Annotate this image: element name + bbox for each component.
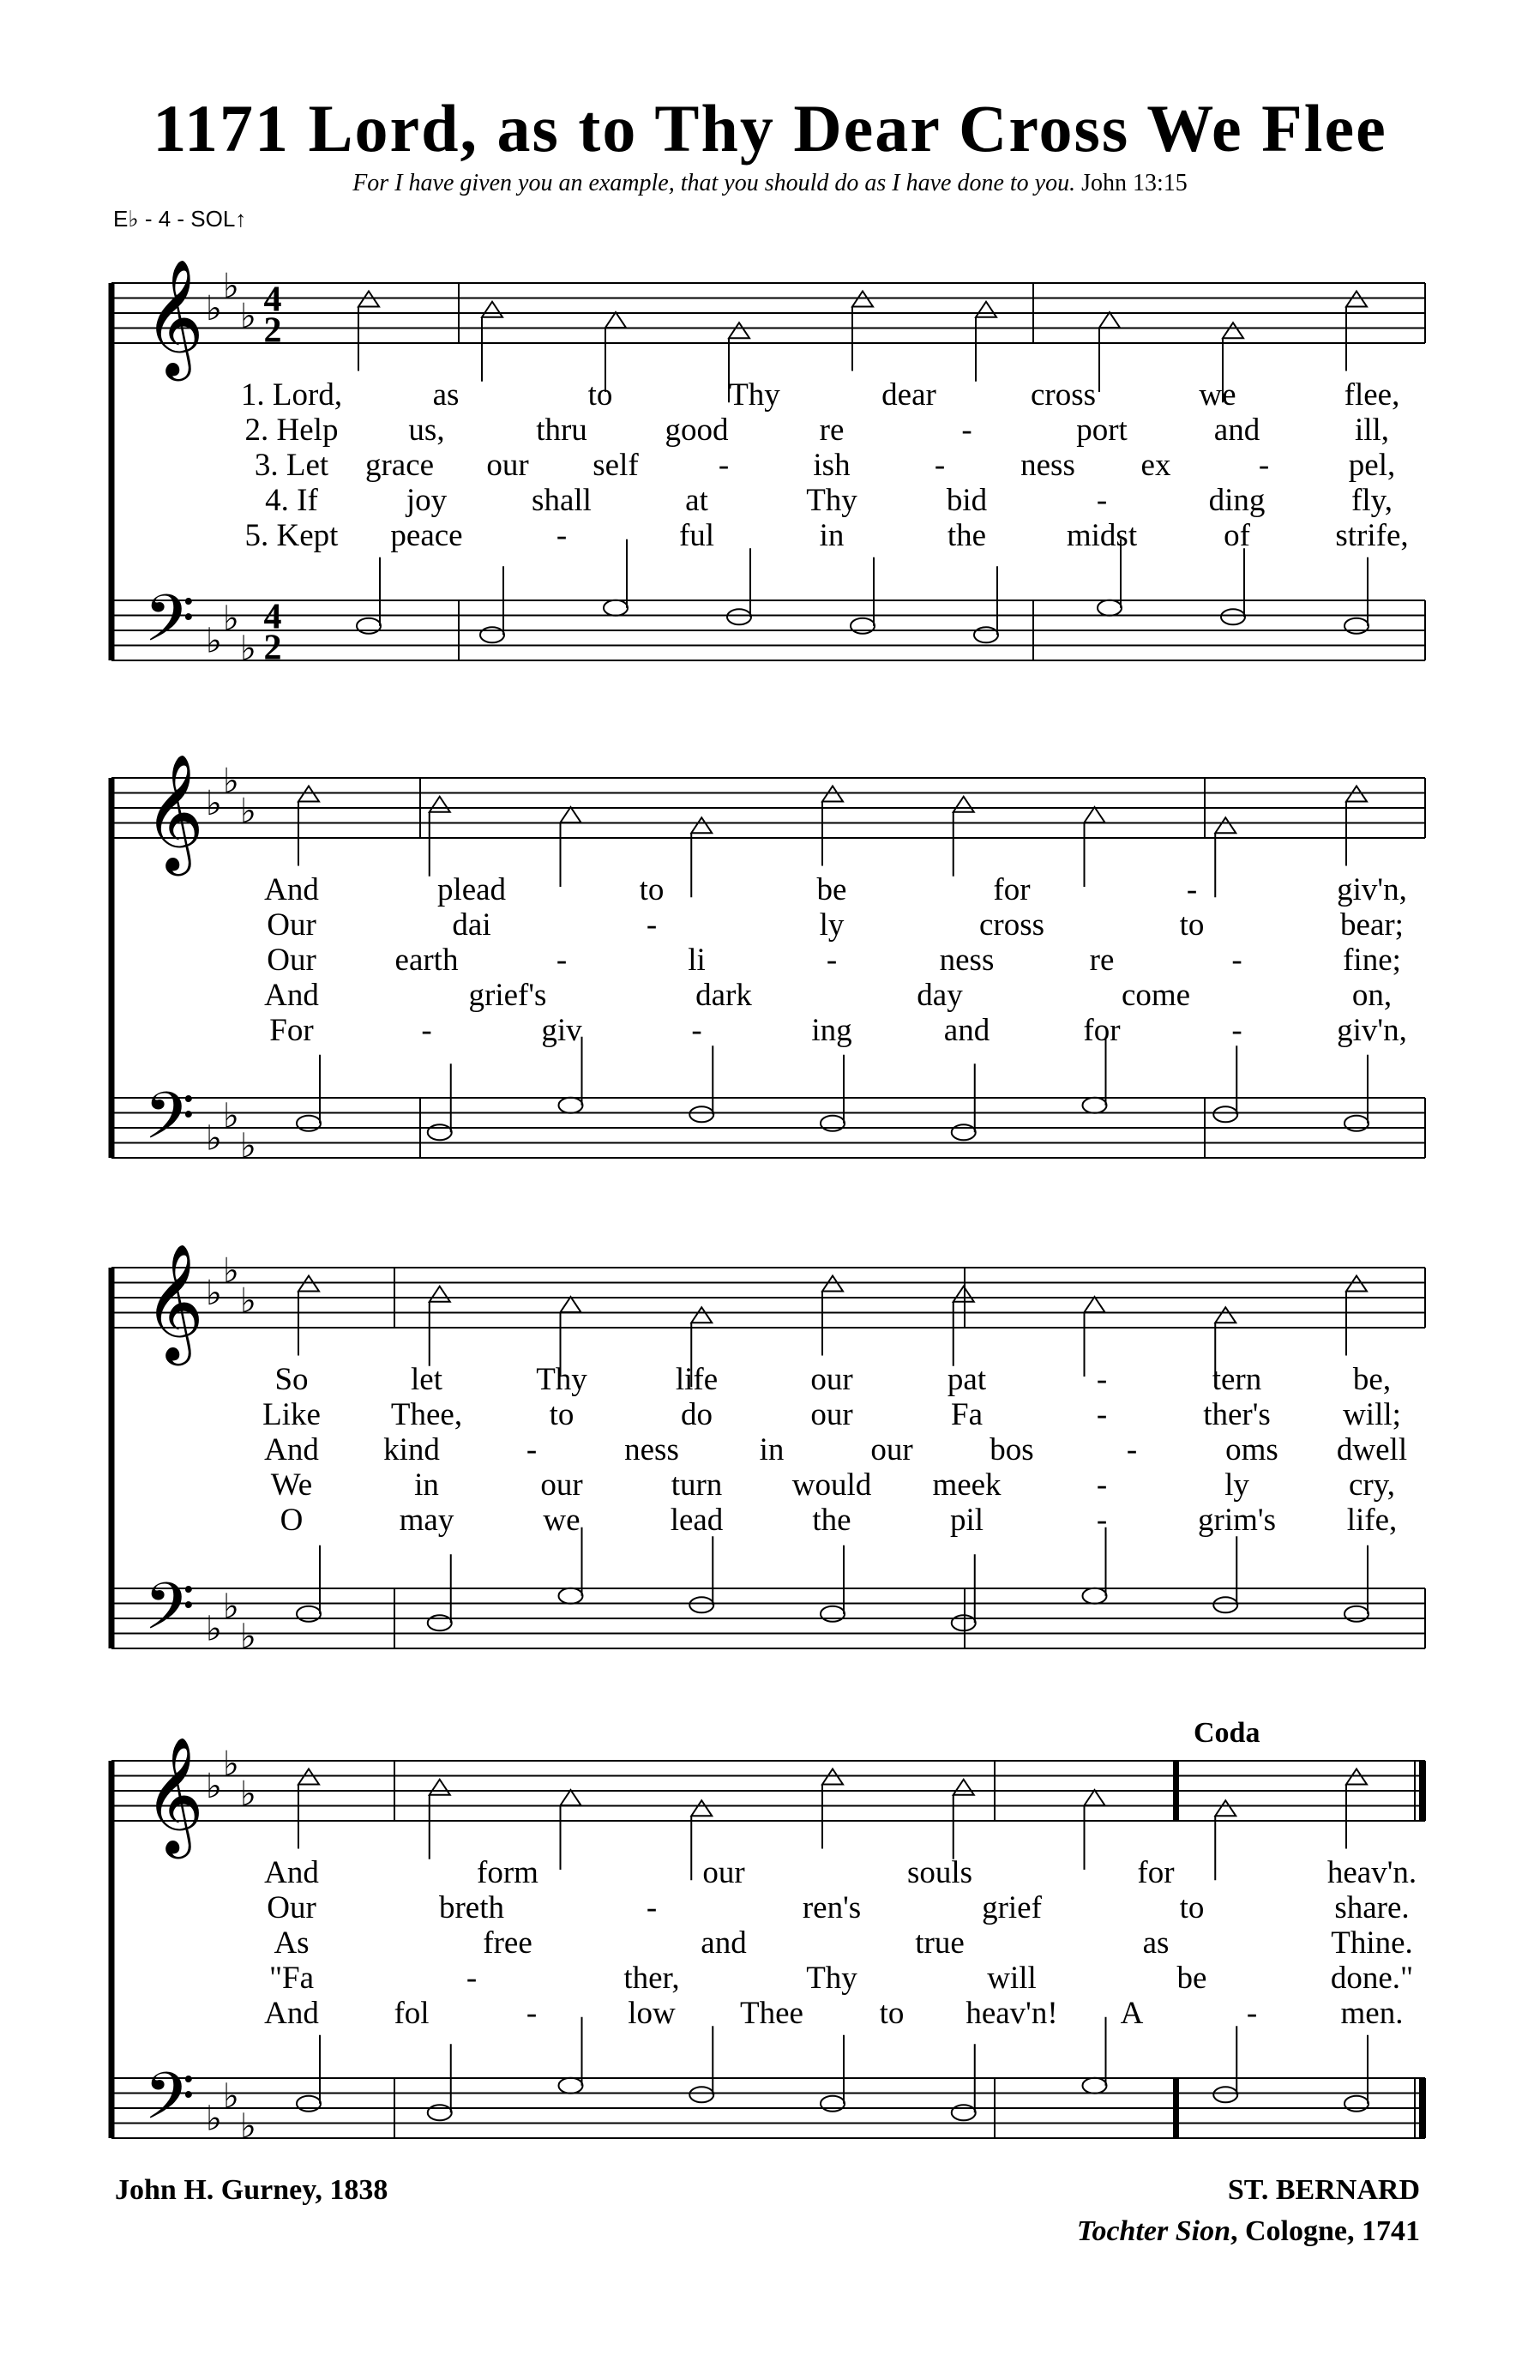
lyric-syllable: we bbox=[1199, 377, 1236, 413]
lyric-syllable: Like bbox=[262, 1397, 321, 1432]
lyric-syllable: low bbox=[628, 1996, 676, 2031]
lyric-syllable: Thine. bbox=[1331, 1925, 1413, 1961]
tune-source-title: Tochter Sion bbox=[1076, 2215, 1230, 2247]
coda-barline bbox=[1173, 1761, 1179, 1821]
lyric-syllable: ther's bbox=[1203, 1397, 1271, 1432]
lyric-syllable: So bbox=[274, 1362, 309, 1397]
lyric-syllable: may bbox=[399, 1503, 454, 1538]
coda-barline bbox=[1173, 2078, 1179, 2138]
lyric-syllable: pel, bbox=[1348, 448, 1396, 483]
lyric-syllable: our bbox=[486, 448, 529, 483]
lyric-syllable: shall bbox=[532, 483, 592, 518]
scripture-quote: For I have given you an example, that you should do as I have done to you. bbox=[352, 170, 1076, 196]
note-head bbox=[357, 618, 381, 634]
lyric-syllable: And bbox=[264, 978, 319, 1013]
note-head bbox=[1344, 618, 1369, 634]
lyric-syllable: in bbox=[759, 1432, 785, 1467]
note-head bbox=[428, 1615, 452, 1630]
lyric-syllable: cross bbox=[978, 907, 1045, 943]
lyric-syllable: ren's bbox=[802, 1890, 862, 1925]
note-head bbox=[952, 1124, 976, 1140]
lyric-syllable: our bbox=[870, 1432, 913, 1467]
note-head bbox=[974, 627, 998, 642]
flat-icon: ♭ bbox=[240, 296, 256, 336]
lyric-syllable: And bbox=[264, 872, 319, 907]
flat-icon: ♭ bbox=[206, 1609, 222, 1649]
lyric-syllable: Thy bbox=[806, 483, 857, 518]
lyric-syllable: at bbox=[685, 483, 708, 518]
lyric-syllable: dear bbox=[881, 377, 936, 413]
lyric-syllable: will bbox=[987, 1961, 1037, 1996]
flat-icon: ♭ bbox=[223, 2076, 239, 2117]
note-head bbox=[1215, 1307, 1236, 1323]
bass-clef-icon: 𝄢 bbox=[144, 1569, 196, 1660]
note-head bbox=[561, 1790, 581, 1805]
note-head bbox=[428, 2105, 452, 2120]
scripture-reference: John 13:15 bbox=[1081, 170, 1188, 196]
flat-icon: ♭ bbox=[240, 2106, 256, 2147]
lyric-syllable: souls bbox=[906, 1855, 973, 1890]
note-head bbox=[1099, 312, 1120, 328]
lyric-syllable: - bbox=[421, 1013, 432, 1048]
lyric-syllable: port bbox=[1076, 413, 1128, 448]
lyric-syllable: we bbox=[543, 1503, 581, 1538]
lyric-syllable: form bbox=[477, 1855, 538, 1890]
flat-icon: ♭ bbox=[240, 1126, 256, 1166]
note-head bbox=[1085, 1790, 1105, 1805]
lyric-syllable: our bbox=[540, 1467, 583, 1503]
lyric-syllable: - bbox=[1096, 483, 1108, 518]
lyric-syllable: flee, bbox=[1344, 377, 1400, 413]
lyric-syllable: free bbox=[483, 1925, 532, 1961]
lyric-syllable: bid bbox=[946, 483, 988, 518]
note-head bbox=[1083, 1588, 1107, 1604]
lyric-syllable: heav'n! bbox=[966, 1996, 1058, 2031]
lyric-syllable: on, bbox=[1351, 978, 1393, 1013]
lyric-syllable: Thy bbox=[806, 1961, 857, 1996]
lyric-syllable: life, bbox=[1346, 1503, 1398, 1538]
flat-icon: ♭ bbox=[223, 761, 239, 801]
final-barline bbox=[1419, 2078, 1426, 2138]
lyric-syllable: Thee, bbox=[390, 1397, 463, 1432]
lyric-syllable: our bbox=[810, 1362, 853, 1397]
lyric-syllable: cry, bbox=[1348, 1467, 1396, 1503]
lyric-syllable: - bbox=[1186, 872, 1198, 907]
lyric-syllable: ly bbox=[819, 907, 845, 943]
flat-icon: ♭ bbox=[240, 1280, 256, 1321]
note-head bbox=[689, 2087, 713, 2102]
lyric-syllable: be bbox=[1176, 1961, 1207, 1996]
note-head bbox=[689, 1106, 713, 1122]
lyric-syllable: Our bbox=[267, 907, 316, 943]
note-head bbox=[430, 797, 450, 812]
lyric-syllable: - bbox=[826, 943, 838, 978]
treble-clef-icon: 𝄞 bbox=[144, 1735, 204, 1853]
lyric-syllable: A bbox=[1120, 1996, 1144, 2031]
lyric-syllable: - bbox=[718, 448, 730, 483]
lyric-syllable: pat bbox=[947, 1362, 987, 1397]
note-head bbox=[1083, 2078, 1107, 2094]
note-head bbox=[952, 2105, 976, 2120]
note-head bbox=[605, 312, 626, 328]
lyric-syllable: earth bbox=[394, 943, 459, 978]
lyric-syllable: O bbox=[280, 1503, 304, 1538]
lyric-syllable: as bbox=[1142, 1925, 1170, 1961]
note-head bbox=[559, 1588, 583, 1604]
lyric-syllable: - bbox=[934, 448, 946, 483]
lyric-syllable: of bbox=[1224, 518, 1250, 553]
lyric-syllable: - bbox=[556, 518, 568, 553]
note-head bbox=[689, 1597, 713, 1612]
lyric-syllable: life bbox=[675, 1362, 719, 1397]
time-signature-treble: 4 bbox=[263, 280, 282, 320]
lyrics-author: John H. Gurney, 1838 bbox=[115, 2174, 388, 2206]
lyric-syllable: - bbox=[646, 907, 658, 943]
lyric-syllable: men. bbox=[1340, 1996, 1404, 2031]
lyric-syllable: And bbox=[264, 1855, 319, 1890]
lyric-syllable: giv'n, bbox=[1337, 1013, 1407, 1048]
note-head bbox=[1083, 1098, 1107, 1113]
treble-clef-icon: 𝄞 bbox=[144, 1242, 204, 1360]
bass-clef-icon: 𝄢 bbox=[144, 1078, 196, 1170]
lyric-syllable: re bbox=[1089, 943, 1115, 978]
lyric-syllable: ly bbox=[1224, 1467, 1249, 1503]
lyric-syllable: - bbox=[1246, 1996, 1258, 2031]
lyric-syllable: meek bbox=[932, 1467, 1002, 1503]
lyric-syllable: - bbox=[466, 1961, 478, 1996]
lyric-syllable: true bbox=[915, 1925, 965, 1961]
note-head bbox=[952, 1615, 976, 1630]
lyric-syllable: self bbox=[593, 448, 639, 483]
lyric-syllable: 5. Kept bbox=[244, 518, 339, 553]
note-head bbox=[851, 618, 875, 634]
note-head bbox=[691, 1800, 712, 1816]
lyric-syllable: - bbox=[1126, 1432, 1138, 1467]
lyric-syllable: lead bbox=[670, 1503, 724, 1538]
lyric-syllable: Our bbox=[267, 1890, 316, 1925]
note-head bbox=[976, 302, 996, 317]
tune-source bbox=[1077, 2215, 1420, 2248]
lyric-syllable: 2. Help bbox=[244, 413, 339, 448]
lyric-syllable: be, bbox=[1352, 1362, 1392, 1397]
lyric-syllable: turn bbox=[671, 1467, 723, 1503]
lyric-syllable: Thy bbox=[729, 377, 780, 413]
lyric-syllable: giv bbox=[541, 1013, 582, 1048]
lyric-syllable: heav'n. bbox=[1326, 1855, 1417, 1890]
lyric-syllable: For bbox=[269, 1013, 314, 1048]
note-head bbox=[953, 1286, 974, 1302]
note-head bbox=[482, 302, 502, 317]
note-head bbox=[1085, 807, 1105, 822]
flat-icon: ♭ bbox=[240, 629, 256, 669]
lyric-syllable: and bbox=[943, 1013, 990, 1048]
note-head bbox=[821, 1606, 845, 1622]
lyric-syllable: Our bbox=[267, 943, 316, 978]
flat-icon: ♭ bbox=[240, 791, 256, 831]
lyric-syllable: bear; bbox=[1340, 907, 1404, 943]
lyric-syllable: fol bbox=[394, 1996, 430, 2031]
lyric-syllable: for bbox=[993, 872, 1031, 907]
lyric-syllable: ful bbox=[678, 518, 715, 553]
lyric-syllable: ish bbox=[813, 448, 851, 483]
lyric-syllable: ex bbox=[1140, 448, 1171, 483]
flat-icon: ♭ bbox=[206, 621, 222, 661]
tune-name: ST. BERNARD bbox=[1227, 2174, 1420, 2206]
note-head bbox=[691, 817, 712, 833]
lyric-syllable: our bbox=[702, 1855, 745, 1890]
note-head bbox=[428, 1124, 452, 1140]
lyric-syllable: ness bbox=[939, 943, 995, 978]
coda-label: Coda bbox=[1194, 1717, 1260, 1749]
lyric-syllable: midst bbox=[1066, 518, 1138, 553]
note-head bbox=[430, 1780, 450, 1795]
note-head bbox=[1344, 1606, 1369, 1622]
flat-icon: ♭ bbox=[223, 1587, 239, 1627]
lyric-syllable: - bbox=[646, 1890, 658, 1925]
lyric-syllable: be bbox=[816, 872, 847, 907]
lyric-syllable: grim's bbox=[1198, 1503, 1276, 1538]
lyric-syllable: dwell bbox=[1336, 1432, 1408, 1467]
lyric-syllable: ness bbox=[1020, 448, 1075, 483]
lyric-syllable: We bbox=[270, 1467, 313, 1503]
note-head bbox=[559, 2078, 583, 2094]
flat-icon: ♭ bbox=[223, 266, 239, 306]
lyric-syllable: to bbox=[1179, 1890, 1205, 1925]
note-head bbox=[1344, 1116, 1369, 1131]
note-head bbox=[1098, 600, 1122, 616]
lyric-syllable: Thy bbox=[536, 1362, 587, 1397]
lyric-syllable: grief's bbox=[468, 978, 547, 1013]
lyric-syllable: come bbox=[1121, 978, 1191, 1013]
note-head bbox=[430, 1286, 450, 1302]
lyric-syllable: plead bbox=[436, 872, 507, 907]
lyric-syllable: ill, bbox=[1354, 413, 1390, 448]
lyric-syllable: breth bbox=[438, 1890, 505, 1925]
lyric-syllable: grace bbox=[364, 448, 435, 483]
lyric-syllable: 3. Let bbox=[254, 448, 329, 483]
lyric-syllable: - bbox=[556, 943, 568, 978]
lyric-syllable: do bbox=[681, 1397, 713, 1432]
lyric-syllable: giv'n, bbox=[1337, 872, 1407, 907]
final-barline bbox=[1419, 1761, 1426, 1821]
lyric-syllable: 1. Lord, bbox=[240, 377, 343, 413]
lyric-syllable: ding bbox=[1208, 483, 1266, 518]
lyric-syllable: grief bbox=[982, 1890, 1042, 1925]
lyric-syllable: - bbox=[1096, 1467, 1108, 1503]
note-head bbox=[1221, 609, 1245, 624]
note-head bbox=[727, 609, 751, 624]
lyric-syllable: to bbox=[879, 1996, 905, 2031]
note-head bbox=[1223, 322, 1243, 338]
flat-icon: ♭ bbox=[206, 289, 222, 328]
lyric-syllable: pil bbox=[949, 1503, 984, 1538]
note-head bbox=[561, 1297, 581, 1312]
note-head bbox=[561, 807, 581, 822]
lyric-syllable: fine; bbox=[1343, 943, 1401, 978]
lyric-syllable: - bbox=[1258, 448, 1270, 483]
hymn-number: 1171 bbox=[153, 91, 290, 166]
lyric-syllable: - bbox=[526, 1996, 538, 2031]
tune-source-detail: , Cologne, 1741 bbox=[1230, 2215, 1420, 2247]
lyric-syllable: let bbox=[411, 1362, 442, 1397]
lyric-syllable: us, bbox=[408, 413, 445, 448]
lyric-syllable: to bbox=[639, 872, 665, 907]
lyric-syllable: bos bbox=[990, 1432, 1034, 1467]
note-head bbox=[297, 1606, 321, 1622]
flat-icon: ♭ bbox=[223, 1096, 239, 1136]
lyric-syllable: fly, bbox=[1351, 483, 1393, 518]
note-head bbox=[953, 797, 974, 812]
lyric-syllable: - bbox=[961, 413, 972, 448]
lyric-syllable: ness bbox=[624, 1432, 679, 1467]
note-head bbox=[953, 1780, 974, 1795]
lyric-syllable: peace bbox=[390, 518, 463, 553]
lyric-syllable: - bbox=[526, 1432, 538, 1467]
note-head bbox=[1213, 2087, 1237, 2102]
lyric-syllable: as bbox=[432, 377, 460, 413]
lyric-syllable: Fa bbox=[951, 1397, 983, 1432]
lyric-syllable: - bbox=[1096, 1397, 1108, 1432]
treble-clef-icon: 𝄞 bbox=[144, 257, 204, 376]
flat-icon: ♭ bbox=[240, 1617, 256, 1657]
note-head bbox=[1213, 1106, 1237, 1122]
note-head bbox=[1215, 817, 1236, 833]
lyric-syllable: for bbox=[1137, 1855, 1175, 1890]
lyric-syllable: to bbox=[549, 1397, 574, 1432]
lyric-syllable: cross bbox=[1030, 377, 1097, 413]
note-head bbox=[729, 322, 749, 338]
lyric-syllable: oms bbox=[1225, 1432, 1278, 1467]
note-head bbox=[297, 2096, 321, 2112]
lyric-syllable: ing bbox=[811, 1013, 852, 1048]
lyric-syllable: thru bbox=[536, 413, 587, 448]
lyric-syllable: in bbox=[414, 1467, 439, 1503]
lyric-syllable: Thee bbox=[740, 1996, 803, 2031]
lyric-syllable: the bbox=[947, 518, 987, 553]
note-head bbox=[691, 1307, 712, 1323]
time-signature-treble: 2 bbox=[263, 310, 282, 351]
lyric-syllable: li bbox=[688, 943, 706, 978]
flat-icon: ♭ bbox=[206, 1767, 222, 1806]
lyric-syllable: tern bbox=[1212, 1362, 1262, 1397]
note-head bbox=[1344, 2096, 1369, 2112]
lyric-syllable: will; bbox=[1343, 1397, 1401, 1432]
lyric-syllable: joy bbox=[406, 483, 448, 518]
bass-clef-icon: 𝄢 bbox=[144, 581, 196, 672]
flat-icon: ♭ bbox=[223, 1744, 239, 1784]
flat-icon: ♭ bbox=[223, 599, 239, 639]
lyric-syllable: day bbox=[917, 978, 963, 1013]
lyric-syllable: good bbox=[665, 413, 729, 448]
lyric-syllable: - bbox=[1096, 1503, 1108, 1538]
hymn-title-text: Lord, as to Thy Dear Cross We Flee bbox=[308, 91, 1387, 166]
lyric-syllable: strife, bbox=[1335, 518, 1409, 553]
lyric-syllable: And bbox=[264, 1432, 319, 1467]
key-signature-info: E♭ - 4 - SOL↑ bbox=[113, 206, 247, 232]
note-head bbox=[297, 1116, 321, 1131]
lyric-syllable: - bbox=[1231, 943, 1242, 978]
lyric-syllable: dark bbox=[695, 978, 752, 1013]
lyric-syllable: And bbox=[264, 1996, 319, 2031]
lyric-syllable: dai bbox=[452, 907, 491, 943]
note-head bbox=[559, 1098, 583, 1113]
flat-icon: ♭ bbox=[206, 2099, 222, 2139]
bass-clef-icon: 𝄢 bbox=[144, 2058, 196, 2150]
note-head bbox=[480, 627, 504, 642]
lyric-syllable: - bbox=[1096, 1362, 1108, 1397]
lyric-syllable: "Fa bbox=[268, 1961, 315, 1996]
time-signature-bass: 2 bbox=[263, 628, 282, 668]
lyric-syllable: the bbox=[812, 1503, 851, 1538]
lyric-syllable: re bbox=[819, 413, 845, 448]
lyric-syllable: As bbox=[274, 1925, 310, 1961]
flat-icon: ♭ bbox=[206, 784, 222, 823]
lyric-syllable: and bbox=[701, 1925, 747, 1961]
lyric-syllable: and bbox=[1213, 413, 1260, 448]
lyric-syllable: share. bbox=[1334, 1890, 1410, 1925]
lyric-syllable: for bbox=[1083, 1013, 1121, 1048]
flat-icon: ♭ bbox=[206, 1274, 222, 1313]
lyric-syllable: to bbox=[587, 377, 613, 413]
flat-icon: ♭ bbox=[240, 1774, 256, 1814]
note-head bbox=[1213, 1597, 1237, 1612]
lyric-syllable: done." bbox=[1330, 1961, 1414, 1996]
lyric-syllable: would bbox=[791, 1467, 872, 1503]
note-head bbox=[1215, 1800, 1236, 1816]
time-signature-bass: 4 bbox=[263, 597, 282, 637]
treble-clef-icon: 𝄞 bbox=[144, 752, 204, 871]
lyric-syllable: to bbox=[1179, 907, 1205, 943]
lyric-syllable: ther, bbox=[623, 1961, 680, 1996]
lyric-syllable: kind bbox=[383, 1432, 440, 1467]
lyric-syllable: in bbox=[819, 518, 845, 553]
lyric-syllable: - bbox=[1231, 1013, 1242, 1048]
note-head bbox=[821, 2096, 845, 2112]
lyric-syllable: our bbox=[810, 1397, 853, 1432]
note-head bbox=[604, 600, 628, 616]
lyric-syllable: - bbox=[691, 1013, 702, 1048]
flat-icon: ♭ bbox=[223, 1250, 239, 1291]
note-head bbox=[821, 1116, 845, 1131]
flat-icon: ♭ bbox=[206, 1118, 222, 1159]
lyric-syllable: 4. If bbox=[265, 483, 318, 518]
note-head bbox=[1085, 1297, 1105, 1312]
